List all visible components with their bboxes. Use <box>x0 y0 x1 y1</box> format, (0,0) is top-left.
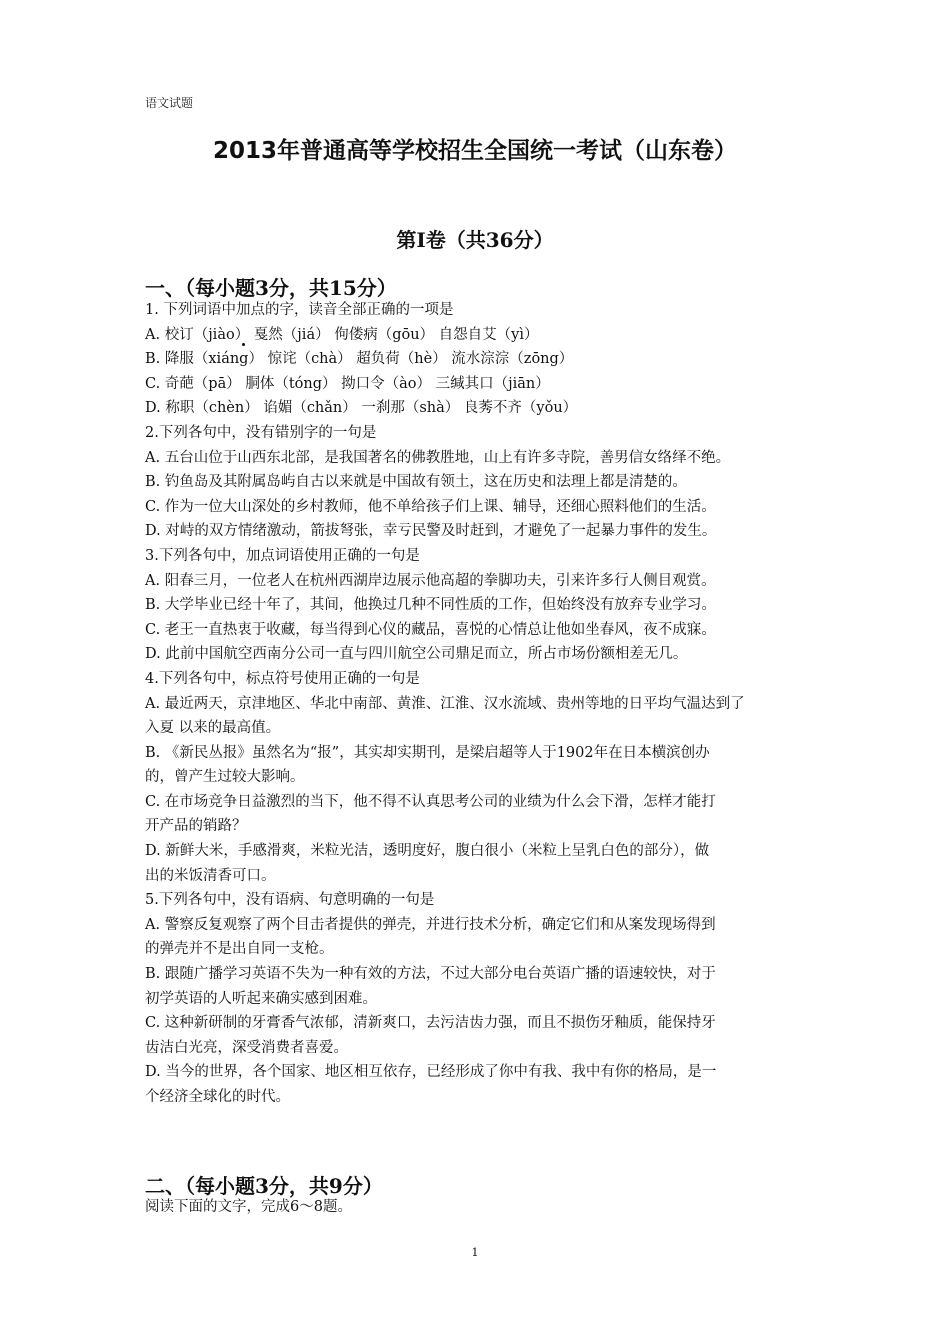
text-line: B. 《新民丛报》虽然名为“报”，其实却实期刊，是梁启超等人于1902年在日本横滨创办 <box>145 744 710 761</box>
text-line: C. 作为一位大山深处的乡村教师，他不单给孩子们上课、辅导，还细心照料他们的生活。 <box>145 498 716 515</box>
emphasis-dot <box>242 343 245 346</box>
text-line: B. 降服（xiáng） 惊诧（chà） 超负荷（hè） 流水淙淙（zōng） <box>145 351 574 368</box>
volume-title: 第Ⅰ卷（共36分） <box>396 228 554 252</box>
text-line: 个经济全球化的时代。 <box>145 1089 290 1105</box>
text-line: D. 当今的世界，各个国家、地区相互依存，已经形成了你中有我、我中有你的格局，是一 <box>145 1064 717 1081</box>
text-line: 2.下列各句中，没有错别字的一句是 <box>145 424 377 441</box>
text-line: A. 警察反复观察了两个目击者提供的弹壳，并进行技术分析，确定它们和从案发现场得到 <box>145 916 716 933</box>
text-line: D. 对峙的双方情绪激动，箭拔弩张，幸亏民警及时赶到，才避免了一起暴力事件的发生。 <box>145 523 717 540</box>
text-line: 3.下列各句中，加点词语使用正确的一句是 <box>145 547 420 564</box>
header-label: 语文试题 <box>145 96 194 110</box>
text-line: A. 最近两天，京津地区、华北中南部、黄淮、江淮、汉水流域、贵州等地的日平均气温达到了 <box>145 695 745 712</box>
text-line: 开产品的销路？ <box>145 818 247 835</box>
text-line: 齿洁白光亮，深受消费者喜爱。 <box>145 1039 348 1056</box>
text-line: 阅读下面的文字，完成6～8题。 <box>145 1199 352 1215</box>
text-line: 的，曾产生过较大影响。 <box>145 769 305 786</box>
text-line: C. 老王一直热衷于收藏，每当得到心仪的藏品，喜悦的心情总让他如坐春风，夜不成寐。 <box>145 621 716 638</box>
section-1-title: 一、（每小题3分，共15分） <box>145 276 397 300</box>
text-line: 入夏 以来的最高值。 <box>145 720 281 737</box>
text-line: C. 在市场竞争日益激烈的当下，他不得不认真思考公司的业绩为什么会下滑，怎样才能打 <box>145 793 716 810</box>
text-line: A. 五台山位于山西东北部，是我国著名的佛教胜地，山上有许多寺院，善男信女络绎不绝。 <box>145 449 731 466</box>
text-line: C. 奇葩（pā） 胴体（tóng） 拗口令（ào） 三缄其口（jiān） <box>145 375 550 392</box>
exam-title: 2013年普通高等学校招生全国统一考试（山东卷） <box>212 138 737 164</box>
section-1-body <box>145 298 825 1110</box>
text-line: 的弹壳并不是出自同一支枪。 <box>145 941 334 958</box>
text-line: D. 新鲜大米，手感滑爽，米粒光洁，透明度好，腹白很小（米粒上呈乳白色的部分），做 <box>145 843 710 860</box>
text-line: 出的米饭清香可口。 <box>145 867 276 884</box>
text-line: A. 校订（jiào） 戛然（jiá） 佝偻病（gōu） 自怨自艾（yì） <box>145 326 539 343</box>
text-line: C. 这种新研制的牙膏香气浓郁，清新爽口，去污洁齿力强，而且不损伤牙釉质，能保持牙 <box>145 1015 716 1032</box>
text-line: 5.下列各句中，没有语病、句意明确的一句是 <box>145 892 435 909</box>
section-2-body <box>145 1195 825 1220</box>
text-line: 初学英语的人听起来确实感到困难。 <box>145 990 377 1007</box>
text-line: D. 此前中国航空西南分公司一直与四川航空公司鼎足而立，所占市场份额相差无几。 <box>145 646 688 663</box>
page-number: 1 <box>471 1246 479 1259</box>
text-line: B. 跟随广播学习英语不失为一种有效的方法，不过大部分电台英语广播的语速较快，对于 <box>145 966 716 983</box>
text-line: B. 钓鱼岛及其附属岛屿自古以来就是中国故有领土，这在历史和法理上都是清楚的。 <box>145 474 687 491</box>
text-line: D. 称职（chèn） 谄媚（chǎn） 一刹那（shà） 良莠不齐（yǒu） <box>145 400 578 417</box>
text-line: A. 阳春三月，一位老人在杭州西湖岸边展示他高超的拳脚功夫，引来许多行人侧目观赏。 <box>145 572 716 589</box>
section-2-title: 二、（每小题3分，共9分） <box>145 1174 383 1198</box>
text-line: B. 大学毕业已经十年了，其间，他换过几种不同性质的工作，但始终没有放弃专业学习。 <box>145 597 716 614</box>
text-line: 1. 下列词语中加点的字，读音全部正确的一项是 <box>145 302 454 318</box>
text-line: 4.下列各句中，标点符号使用正确的一句是 <box>145 670 420 687</box>
